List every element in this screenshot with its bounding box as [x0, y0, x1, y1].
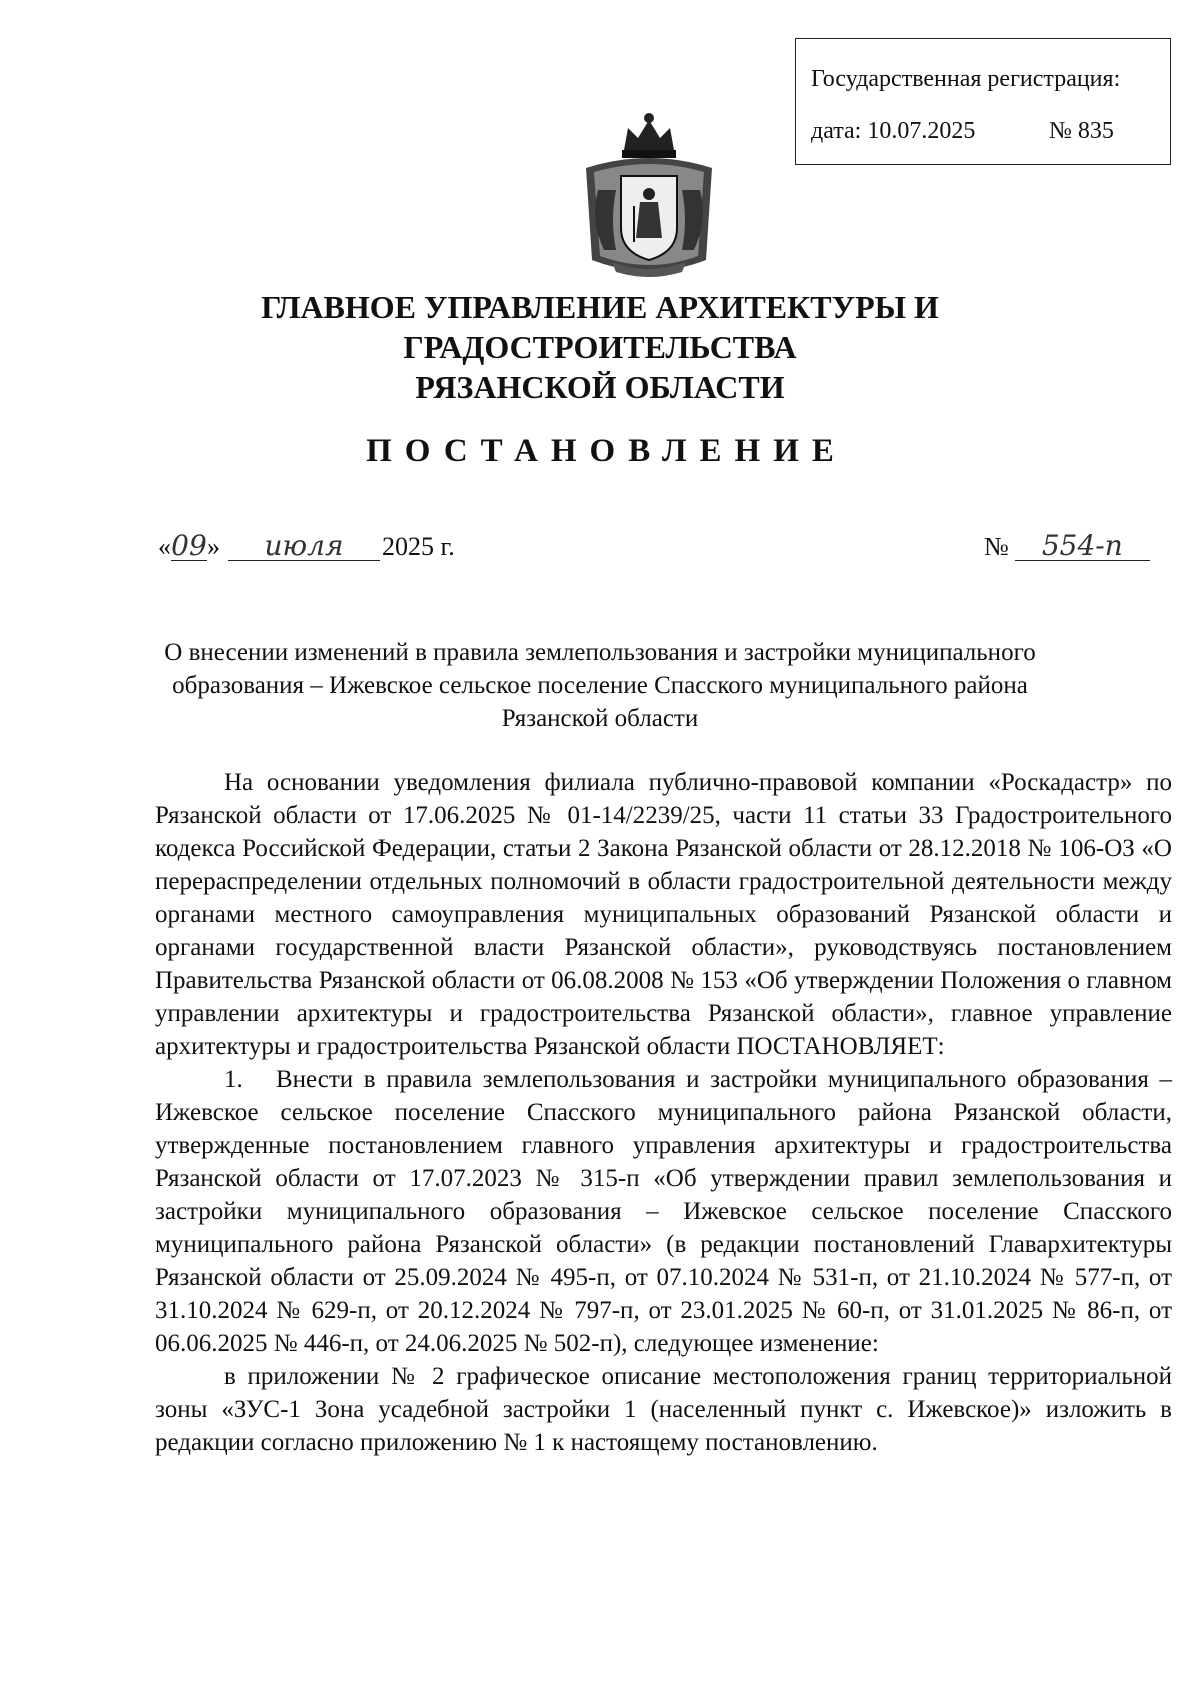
registration-title: Государственная регистрация:	[811, 66, 1121, 92]
ryazan-coat-of-arms-icon	[576, 110, 722, 282]
preamble-paragraph: На основании уведомления филиала публично-правовой компании «Роскадастр» по Рязанской области от 17.06.2025 № 01-14/2239/25, части 11 статьи 33 Градостроительного кодекса Российской Федерации, статьи 2 Закона Рязанской области от 28.12.2018 № 106-ОЗ «О перераспределении отдельных полномочий в области градостроительной деятельности между органами местного самоуправления муниципальных образований Рязанской области и органами государственной власти Рязанской области», руководствуясь постановлением Правительства Рязанской области от 06.08.2008 № 153 «Об утверждении Положения о главном управлении архитектуры и градостроительства Рязанской области», главное управление архитектуры и градостроительства Рязанской области ПОСТАНОВЛЯЕТ:	[155, 769, 1172, 1060]
item-1-paragraph	[155, 1063, 1172, 1360]
registration-date: дата: 10.07.2025	[811, 118, 976, 144]
agency-line-1: ГЛАВНОЕ УПРАВЛЕНИЕ АРХИТЕКТУРЫ И ГРАДОСТРОИТЕЛЬСТВА	[261, 289, 939, 365]
document-type: ПОСТАНОВЛЕНИЕ	[366, 433, 847, 469]
item-1-number: 1.	[224, 1066, 243, 1093]
registration-stamp	[795, 38, 1171, 165]
agency-name	[100, 287, 1100, 407]
date-open-quote: «	[158, 532, 171, 561]
document-date	[158, 529, 455, 562]
document-body	[155, 766, 1172, 1459]
subject-line-3: Рязанской области	[501, 705, 699, 732]
item-1-text: Внести в правила землепользования и застройки муниципального образования – Ижевское сельское поселение Спасского муниципального района Рязанской области, утвержденные постановлением главного управления архитектуры и градостроительства Рязанской области от 17.07.2023 № 315-п «Об утверждении правил землепользования и застройки муниципального образования – Ижевское сельское поселение Спасского муниципального района Рязанской области» (в редакции постановлений Главархитектуры Рязанской области от 25.09.2024 № 495-п, от 07.10.2024 № 531-п, от 21.10.2024 № 577-п, от 31.10.2024 № 629-п, от 20.12.2024 № 797-п, от 23.01.2025 № 60-п, от 31.01.2025 № 86-п, от 06.06.2025 № 446-п, от 24.06.2025 № 502-п), следующее изменение:	[155, 1066, 1172, 1357]
date-year: 2025 г.	[382, 532, 455, 561]
date-close-quote: »	[207, 532, 220, 561]
handwritten-number: 554-п	[1015, 532, 1150, 561]
number-prefix: №	[984, 532, 1009, 561]
subject-line-2: образования – Ижевское сельское поселение Спасского муниципального района	[172, 672, 1028, 699]
item-1-subparagraph: в приложении № 2 графическое описание местоположения границ территориальной зоны «ЗУС-1 Зона усадебной застройки 1 (населенный пункт с. Ижевское)» изложить в редакции согласно приложению № 1 к настоящему постановлению.	[155, 1363, 1172, 1456]
handwritten-month: июля	[228, 532, 380, 561]
subject-line-1: О внесении изменений в правила землепользования и застройки муниципального	[164, 639, 1036, 666]
document-subject	[140, 636, 1060, 735]
document-number	[984, 529, 1150, 562]
agency-line-2: РЯЗАНСКОЙ ОБЛАСТИ	[415, 369, 785, 405]
registration-number: № 835	[1049, 118, 1114, 144]
handwritten-day: 09	[171, 529, 207, 562]
